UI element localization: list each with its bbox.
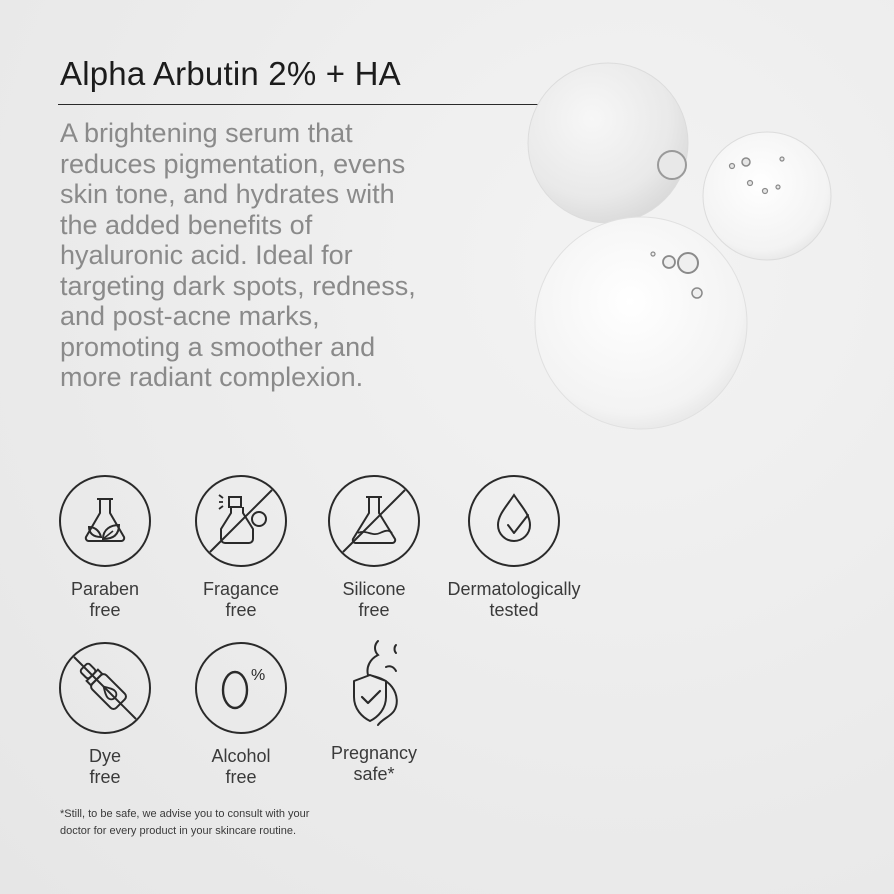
bubble (692, 288, 702, 298)
product-description: A brightening serum that reduces pigmentation, evens skin tone, and hydrates with the added benefits of hyaluronic acid. Ideal for targeting dark spots, redness, and post-acne marks, promoting a smoother and more radiant complexion. (60, 118, 416, 392)
bubble (651, 252, 655, 256)
feature-silicone-free (294, 473, 454, 621)
bubble (678, 253, 698, 273)
fragrance-spray-crossed-icon (193, 473, 289, 569)
bubble (730, 164, 735, 169)
dye-dropper-crossed-icon (57, 640, 153, 736)
bubble (658, 151, 686, 179)
bubble (780, 157, 784, 161)
percent-symbol: % (251, 667, 266, 684)
feature-pregnancy-safe (294, 637, 454, 785)
bubble (763, 189, 768, 194)
feature-label: Alcohol free (211, 746, 271, 787)
alcohol-zero-percent-icon (193, 640, 289, 736)
feature-label: Fragance free (202, 579, 280, 620)
feature-label: Pregnancy safe* (330, 743, 418, 784)
feature-dermatologically-tested (434, 473, 594, 621)
bubble (776, 185, 780, 189)
serum-droplets-image (520, 55, 840, 435)
title-divider-line (58, 104, 600, 105)
bubble (748, 181, 753, 186)
silicone-flask-crossed-icon (326, 473, 422, 569)
product-title: Alpha Arbutin 2% + HA (60, 55, 401, 92)
disclaimer-footnote: *Still, to be safe, we advise you to consult with your doctor for every product in your skincare routine. (60, 808, 310, 837)
feature-label: Dye free (88, 746, 121, 787)
dermatology-drop-check-icon (466, 473, 562, 569)
serum-drop-large-bottom (535, 217, 747, 429)
feature-label: Paraben free (70, 579, 140, 620)
bubble (663, 256, 675, 268)
serum-drop-large-top (528, 63, 688, 223)
paraben-flask-leaf-icon (57, 473, 153, 569)
pregnancy-shield-check-icon (326, 637, 422, 737)
serum-drop-small-right (703, 132, 831, 260)
bubble (742, 158, 750, 166)
feature-label: Silicone free (342, 579, 406, 620)
feature-label: Dermatologically tested (447, 579, 581, 620)
